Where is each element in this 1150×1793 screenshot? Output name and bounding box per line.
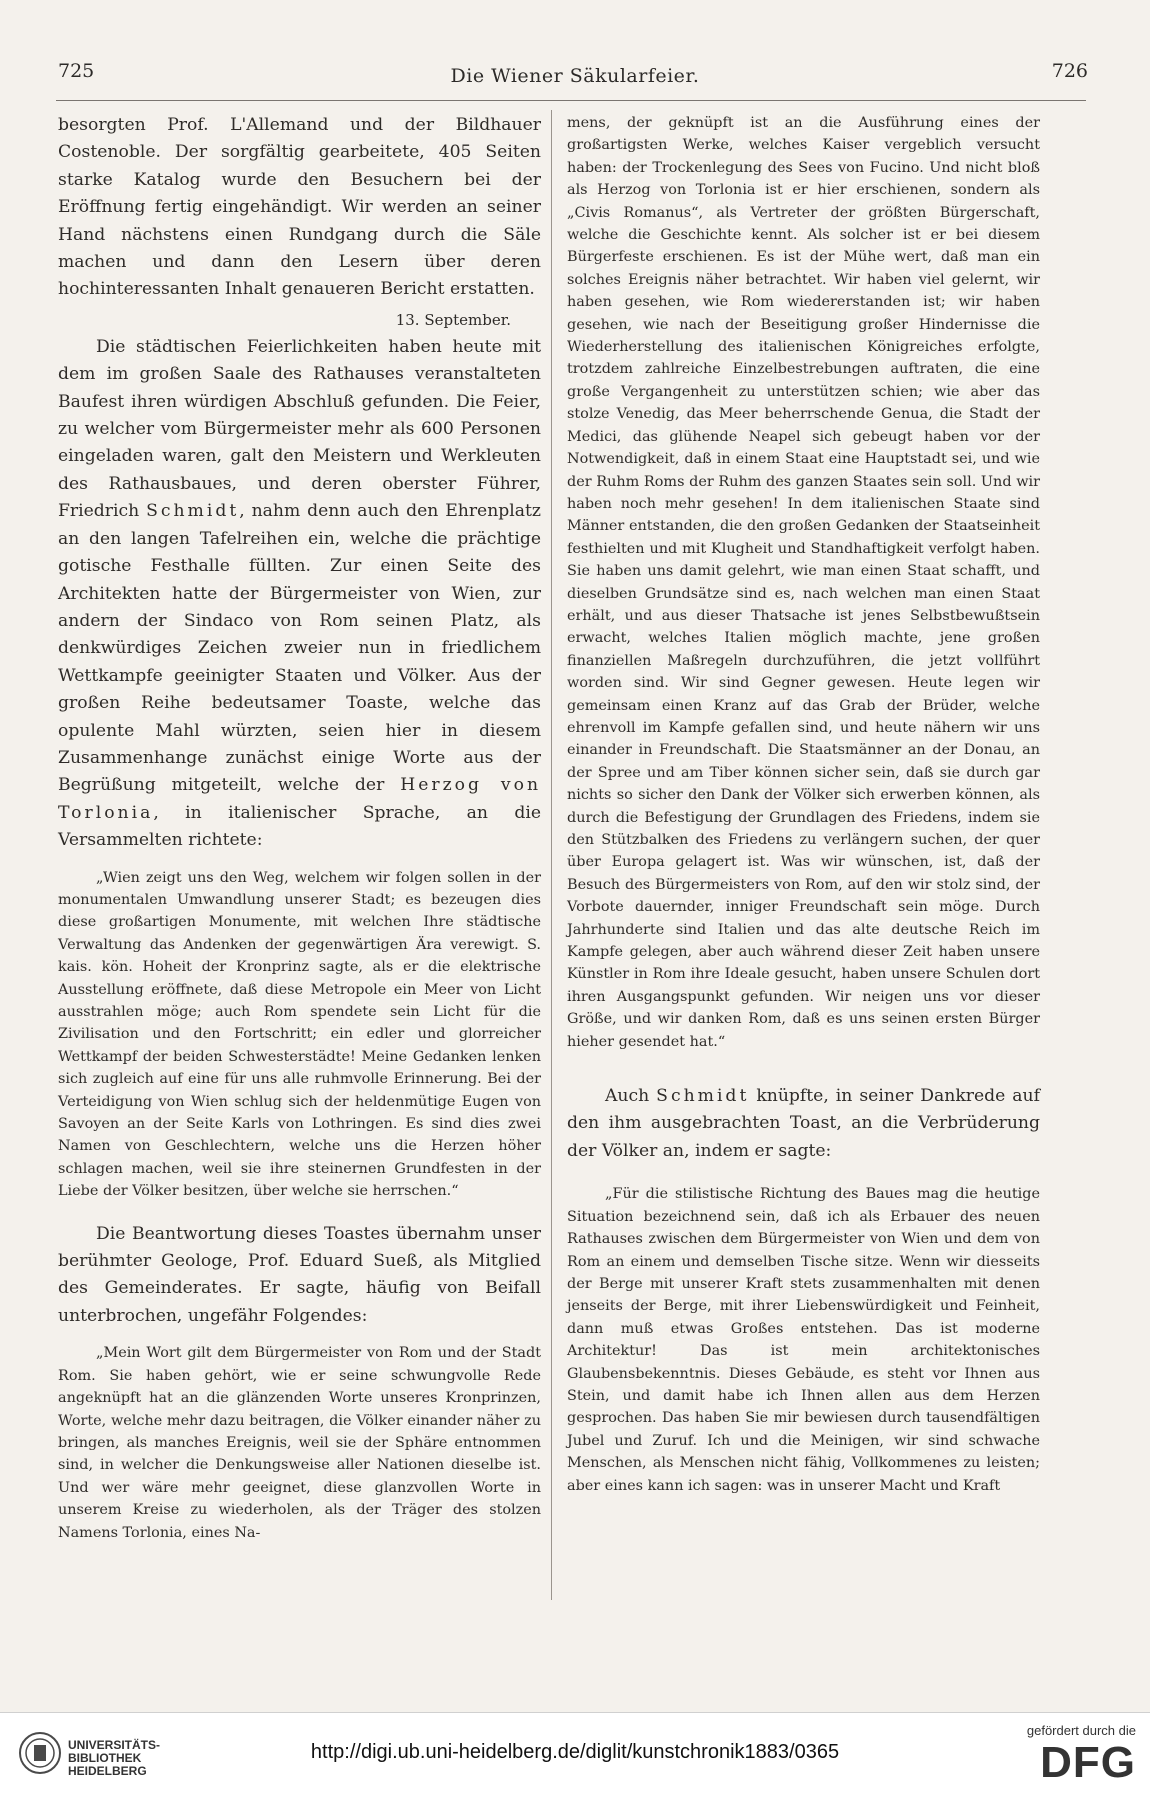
- header-rule: [56, 100, 1086, 101]
- column-divider: [551, 110, 552, 1600]
- date-line: 13. September.: [395, 310, 511, 329]
- right-paragraph-2: [567, 1083, 1040, 1165]
- left-paragraph-2: [58, 334, 541, 855]
- page-number-left: 725: [58, 60, 95, 82]
- quote-schmidt: „Für die stilistische Richtung des Baues mag die heutige Situation bezeichnend sein, daß ich als Erbauer des neuen Rathauses zwischen dem Bürgermeister von Wien und dem von Rom an einem und demselben Tische sitze. Wenn wir diesseits der Berge mit unserer Kraft stets zusammenhalten mit denen jenseits der Berge, mit ihrer Liebenswürdigkeit und Feinheit, dann muß etwas Großes entstehen. Das ist moderne Architektur! Das ist mein architektonisches Glaubensbekenntnis. Dieses Gebäude, es steht vor Ihnen aus Stein, und damit habe ich Ihnen allen aus dem Herzen gesprochen. Das haben Sie mir bewiesen durch tausendfältigen Jubel und Zuruf. Ich und die Meinigen, wir sind schwache Menschen, als Menschen nicht fähig, Vollkommenes zu leisten; aber eines kann ich sagen: was in unserer Macht und Kraft: [567, 1186, 1040, 1494]
- left-paragraph-3: Die Beantwortung dieses Toastes übernahm unser berühmter Geologe, Prof. Eduard Sueß, als Mitglied des Gemeinderates. Er sagte, häufig von Beifall unterbrochen, ungefähr Folgendes:: [58, 1223, 541, 1326]
- footer-bar: [0, 1712, 1150, 1793]
- quote-suess: „Mein Wort gilt dem Bürgermeister von Rom und der Stadt Rom. Sie haben gehört, wie er seine schwungvolle Rede angeknüpft hat an die glänzenden Worte unseres Kronprinzen, Worte, welche mehr dazu beitragen, die Völker einander näher zu bringen, als manches Ereignis, weil sie der Sphäre entnommen sind, in welcher die Denkungsweise aller Nationen dieselbe ist. Und wer wäre mehr geeignet, diese glanzvollen Worte in unserem Kreise zu wiederholen, als der Träger des stolzen Namens Torlonia, eines Na-: [58, 1345, 541, 1541]
- quote-suess-continued: mens, der geknüpft ist an die Ausführung eines der großartigsten Werke, welches Kaiser vergeblich versucht haben: der Trockenlegung des Sees von Fucino. Und nicht bloß als Herzog von Torlonia ist er hier erschienen, sondern als „Civis Romanus“, als Vertreter der größten Bürgerschaft, welche die Geschichte kennt. Als solcher ist er bei diesem Bürgerfeste erschienen. Es ist der Mühe wert, daß man ein solches Ereignis näher betrachtet. Wir haben viel gelernt, wir haben gesehen, wie Rom wiedererstanden ist; wir haben gesehen, wie nach der Beseitigung großer Hindernisse die Wiederherstellung des italienischen Königreiches erfolgte, trotzdem zahlreiche Einzelbestrebungen auftraten, die eine große Vergangenheit zu unterstützen schien; wie aber das stolze Venedig, das Meer beherrschende Genua, die Stadt der Medici, das glühende Neapel sich gebeugt haben vor der Notwendigkeit, daß in einem Staat eine Hauptstadt sei, und wie der Ruhm Roms der Ruhm des ganzen Staates sein soll. Und wir haben noch mehr gesehen! In dem italienischen Staate sind Männer entstanden, die den großen Gedanken der Staatseinheit festhielten und mit Klugheit und Standhaftigkeit verfolgt haben. Sie haben uns damit gelehrt, wie man einen Staat schafft, und dieselben Grundsätze sind es, nach welchen man einen Staat erhält, und aus dieser Thatsache ist jenes Selbstbewußtsein erwacht, welches Italien möglich machte, jene großen finanziellen Maßregeln durchzuführen, die jetzt vollführt worden sind. Wir sind Gegner gewesen. Heute legen wir gemeinsam einen Kranz auf das Grab der Brüder, welche ehrenvoll im Kampfe gefallen sind, und heute nähern wir uns einander in Freundschaft. Die Staatsmänner an der Donau, an der Spree und am Tiber können sicher sein, daß sie durch gar nichts so sicher den Dank der Völker sich erwerben können, als durch die Befestigung der Grundlagen des Friedens, indem sie den Stützbalken des Friedens zu verlängern suchen, der quer über Europa gelagert ist. Was wir wünschen, ist, daß der Besuch des Bürgermeisters von Rom, auf den wir stolz sind, der Vorbote dauernder, inniger Freundschaft sein möge. Durch Jahrhunderte sind Italien und das alte deutsche Reich im Kampfe gelegen, aber auch während dieser Zeit haben unsere Künstler in Rom ihre Ideale gesucht, haben unsere Schulen dort ihren Ausgangspunkt gefunden. Wir neigen uns vor dieser Größe, und wir danken Rom, daß es uns seinen ersten Bürger hieher gesendet hat.“: [567, 115, 1040, 1050]
- running-title: Die Wiener Säkularfeier.: [450, 65, 700, 87]
- page-number-right: 726: [1051, 60, 1088, 82]
- right-column: [567, 112, 1040, 1497]
- left-column: [58, 112, 541, 1544]
- funded-by-label: gefördert durch die: [1026, 1723, 1136, 1738]
- name-herzog-torlonia: Herzog von Torlonia: [58, 775, 542, 823]
- name-schmidt-right: Schmidt: [656, 1086, 750, 1107]
- p2-part-c: , in italienischer Sprache, an die Versammelten richtete:: [58, 802, 541, 851]
- digitization-url-link[interactable]: http://digi.ub.uni-heidelberg.de/diglit/kunstchronik1883/0365: [310, 1741, 840, 1763]
- name-schmidt: Schmidt: [146, 501, 240, 522]
- left-paragraph-1: besorgten Prof. L'Allemand und der Bildhauer Costenoble. Der sorgfältig gearbeitete, 405 Seiten starke Katalog wurde den Besuchern bei der Eröffnung fertig eingehändigt. Wir werden an seiner Hand nächstens einen Rundgang durch die Säle machen und dann den Lesern über deren hochinteressanten Inhalt genaueren Bericht erstatten.: [58, 115, 541, 300]
- right-p2-part-b: knüpfte, in seiner Dankrede auf den ihm ausgebrachten Toast, an die Verbrüderung der Völker an, indem er sagte:: [567, 1086, 1040, 1161]
- library-name: UNIVERSITÄTS- BIBLIOTHEK HEIDELBERG: [68, 1738, 161, 1778]
- right-p2-part-a: Auch: [605, 1086, 657, 1107]
- quote-torlonia: „Wien zeigt uns den Weg, welchem wir folgen sollen in der monumentalen Umwandlung unserer Stadt; es bezeugen dies diese großartigen Monumente, mit welchen Ihre städtische Verwaltung das Andenken der gegenwärtigen Ära verewigt. S. kais. kön. Hoheit der Kronprinz sagte, als er die elektrische Ausstellung eröffnete, daß diese Metropole ein Meer von Licht ausstrahlen möge; auch Rom spendete sein Licht für die Zivilisation und den Fortschritt; ein edler und glorreicher Wettkampf der beiden Schwesterstädte! Meine Gedanken lenken sich zugleich auf eine für uns alle ruhmvolle Erinnerung. Bei der Verteidigung von Wien schlug sich der heldenmütige Eugen von Savoyen an der Seite Karls von Lothringen. Es sind dies zwei Namen von Geschlechtern, welche uns die Herzen höher schlagen machen, weil sie ihre steinernen Grundfesten in der Liebe der Völker besitzen, über welche sie herrschen.“: [58, 869, 541, 1200]
- p2-part-a: Die städtischen Feierlichkeiten haben heute mit dem im großen Saale des Rathauses veranstalteten Baufest ihren würdigen Abschluß gefunden. Die Feier, zu welcher vom Bürgermeister mehr als 600 Personen eingeladen waren, galt den Meistern und Werkleuten des Rathausbaues, und deren oberster Führer, Friedrich: [58, 336, 541, 522]
- p2-part-b: , nahm denn auch den Ehrenplatz an den langen Tafelreihen ein, welche die prächtige gotische Festhalle füllten. Zur einen Seite des Architekten hatte der Bürgermeister von Wien, zur andern der Sindaco von Rom seinen Platz, als denkwürdiges Zeichen zweier nun in friedlichem Wettkampfe geeinigter Staaten und Völker. Aus der großen Reihe bedeutsamer Toaste, welche das opulente Mahl würzten, seien hier in diesem Zusammenhange zunächst einige Worte aus der Begrüßung mitgeteilt, welche der: [58, 501, 541, 796]
- dfg-logo: DFG: [1040, 1738, 1136, 1787]
